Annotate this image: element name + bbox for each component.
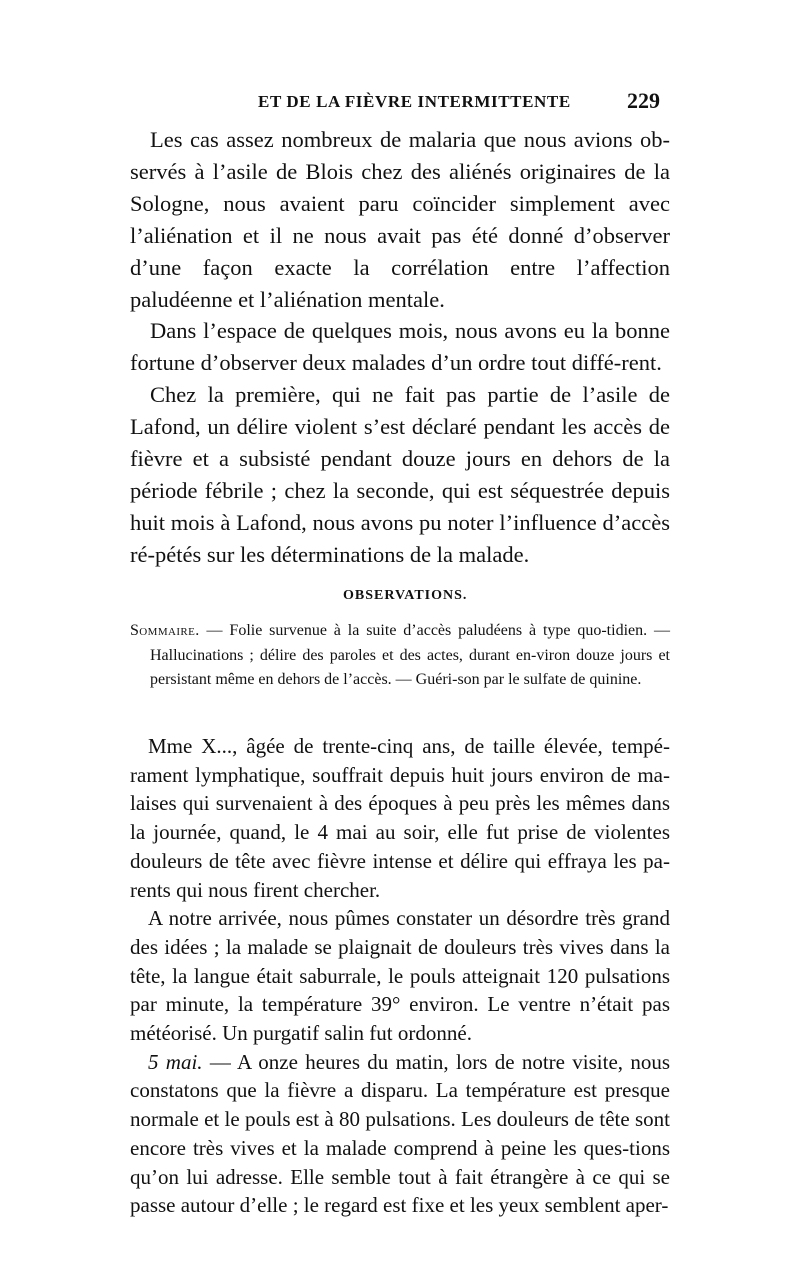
observation-paragraph xyxy=(130,732,670,904)
summary-text: — Folie survenue à la suite d’accès paludéens à type quo-tidien. — Hallucinations ; délire des paroles et des actes, durant en-viron douze jours et persistant même en dehors de l’accès. — Guéri-son par le sulfate de quinine. xyxy=(150,622,670,689)
intro-paragraph: Dans l’espace de quelques mois, nous avons eu la bonne fortune d’observer deux malades d’un ordre tout diffé-rent. xyxy=(130,318,670,376)
intro-section xyxy=(130,124,670,571)
observation-paragraph xyxy=(130,904,670,1048)
observation-paragraph-text: Mme X..., âgée de trente-cinq ans, de taille élevée, tempé-rament lymphatique, souffrait depuis huit jours environ de ma-laises qui survenaient à des époques à peu près les mêmes dans la journée, quand, le 4 mai au soir, elle fut prise de violentes douleurs de tête avec fièvre intense et délire qui effraya les pa-rents qui nous firent chercher. xyxy=(130,734,670,902)
running-title: ET DE LA FIÈVRE INTERMITTENTE xyxy=(258,92,571,111)
observation-paragraph-text: — A onze heures du matin, lors de notre visite, nous constatons que la fièvre a disparu. La température est presque normale et le pouls est à 80 pulsations. Les douleurs de tête sont encore très vives et la malade comprend à peine les ques-tions qu’on lui adresse. Elle semble tout à fait étrangère à ce qui se passe autour d’elle ; le regard est fixe et les yeux semblent aper- xyxy=(130,1049,671,1218)
observation-paragraph-text: A notre arrivée, nous pûmes constater un désordre très grand des idées ; la malade se plaignait de douleurs très vives dans la tête, la langue était saburrale, le pouls atteignait 120 pulsations par minute, la température 39° environ. Le ventre n’était pas météorisé. Un purgatif salin fut ordonné. xyxy=(130,906,670,1046)
intro-paragraph: Chez la première, qui ne fait pas partie de l’asile de Lafond, un délire violent s’est déclaré pendant les accès de fièvre et a subsisté pendant douze jours en dehors de la période fébrile ; chez la seconde, qui est séquestrée depuis huit mois à Lafond, nous avons pu noter l’influence d’accès ré-pétés sur les déterminations de la malade. xyxy=(130,382,670,567)
observations-heading: OBSERVATIONS. xyxy=(343,588,468,603)
page-number: 229 xyxy=(627,88,660,113)
intro-paragraph: Les cas assez nombreux de malaria que nous avions ob-servés à l’asile de Blois chez des aliénés originaires de la Sologne, nous avaient paru coïncider simplement avec l’aliénation et il ne nous avait pas été donné d’observer d’une façon exacte la corrélation entre l’affection paludéenne et l’aliénation mentale. xyxy=(130,127,670,312)
observation-date: 5 mai. xyxy=(148,1049,203,1074)
observation-paragraph xyxy=(130,1048,670,1220)
summary-label: Sommaire. xyxy=(130,622,200,639)
observation-text xyxy=(130,732,670,1220)
summary-paragraph xyxy=(130,619,670,693)
summary-block xyxy=(130,619,670,693)
